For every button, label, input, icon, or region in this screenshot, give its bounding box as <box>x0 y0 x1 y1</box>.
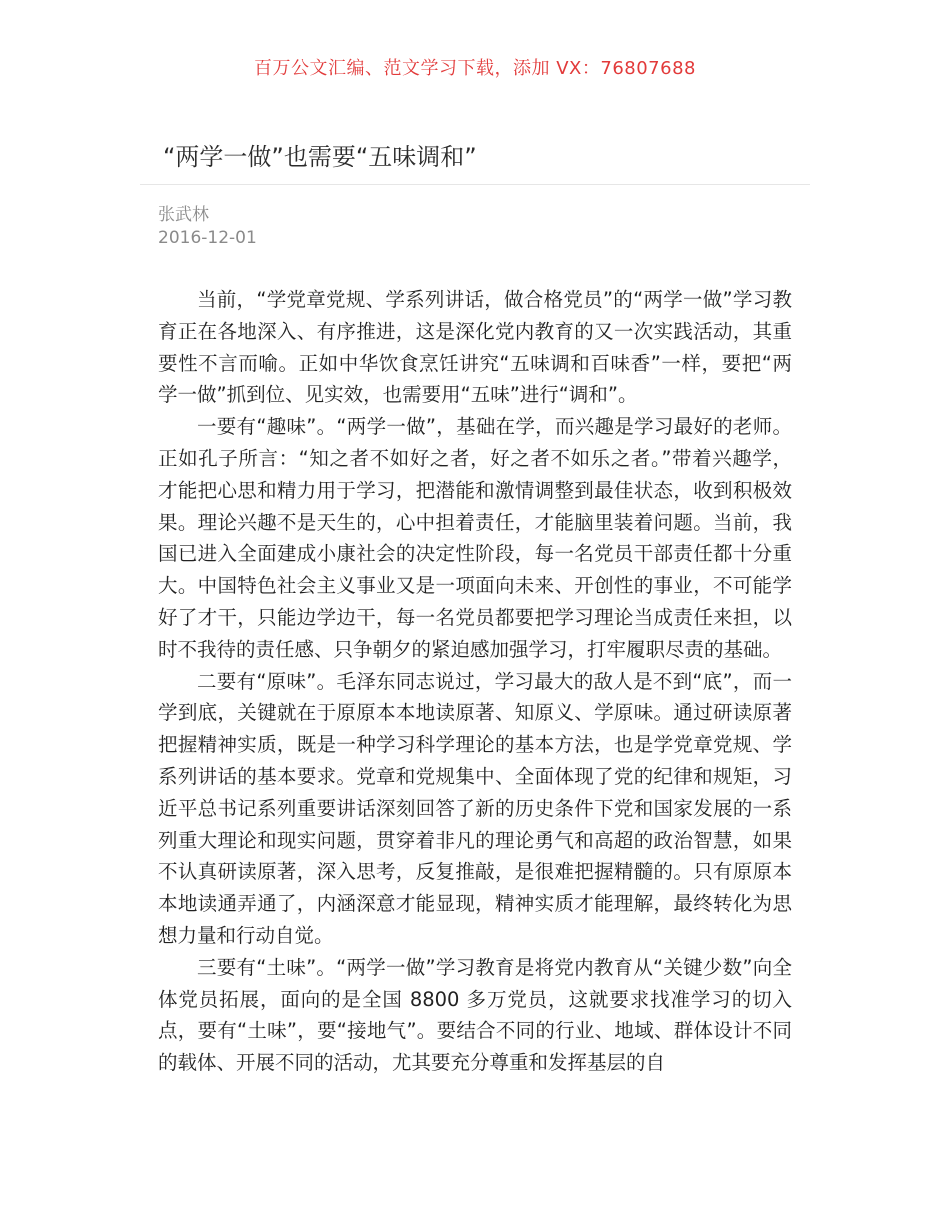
paragraph-intro: 当前，“学党章党规、学系列讲话，做合格党员”的“两学一做”学习教育正在各地深入、有序推进，这是深化党内教育的又一次实践活动，其重要性不言而喻。正如中华饮食烹饪讲究“五味调和百味香”一样，要把“两学一做”抓到位、见实效，也需要用“五味”进行“调和”。 <box>158 288 792 407</box>
article-date: 2016-12-01 <box>158 228 257 248</box>
paragraph-quwei: 一要有“趣味”。“两学一做”，基础在学，而兴趣是学习最好的老师。正如孔子所言：“知之者不如好之者，好之者不如乐之者。”带着兴趣学，才能把心思和精力用于学习，把潜能和激情调整到最佳状态，收到积极效果。理论兴趣不是天生的，心中担着责任，才能脑里装着问题。当前，我国已进入全面建成小康社会的决定性阶段，每一名党员干部责任都十分重大。中国特色社会主义事业又是一项面向未来、开创性的事业，不可能学好了才干，只能边学边干，每一名党员都要把学习理论当成责任来担，以时不我待的责任感、只争朝夕的紧迫感加强学习，打牢履职尽责的基础。 <box>158 415 792 661</box>
paragraph-tuwei: 三要有“土味”。“两学一做”学习教育是将党内教育从“关键少数”向全体党员拓展，面向的是全国 8800 多万党员，这就要求找准学习的切入点，要有“土味”，要“接地气”。要结合不同的行业、地域、群体设计不同的载体、开展不同的活动，尤其要充分尊重和发挥基层的自 <box>158 955 792 1075</box>
title-divider <box>140 184 810 185</box>
paragraph-yuanwei: 二要有“原味”。毛泽东同志说过，学习最大的敌人是不到“底”，而一学到底，关键就在于原原本本地读原著、知原义、学原味。通过研读原著把握精神实质，既是一种学习科学理论的基本方法，也是学党章党规、学系列讲话的基本要求。党章和党规集中、全面体现了党的纪律和规矩，习近平总书记系列重要讲话深刻回答了新的历史条件下党和国家发展的一系列重大理论和现实问题，贯穿着非凡的理论勇气和高超的政治智慧，如果不认真研读原著，深入思考，反复推敲，是很难把握精髓的。只有原原本本地读通弄通了，内涵深意才能显现，精神实质才能理解，最终转化为思想力量和行动自觉。 <box>158 669 792 947</box>
article-author: 张武林 <box>158 205 209 225</box>
download-banner: 百万公文汇编、范文学习下载，添加 VX：76807688 <box>254 58 696 79</box>
article-title: “两学一做”也需要“五味调和” <box>163 143 477 171</box>
article-body <box>158 284 792 1079</box>
